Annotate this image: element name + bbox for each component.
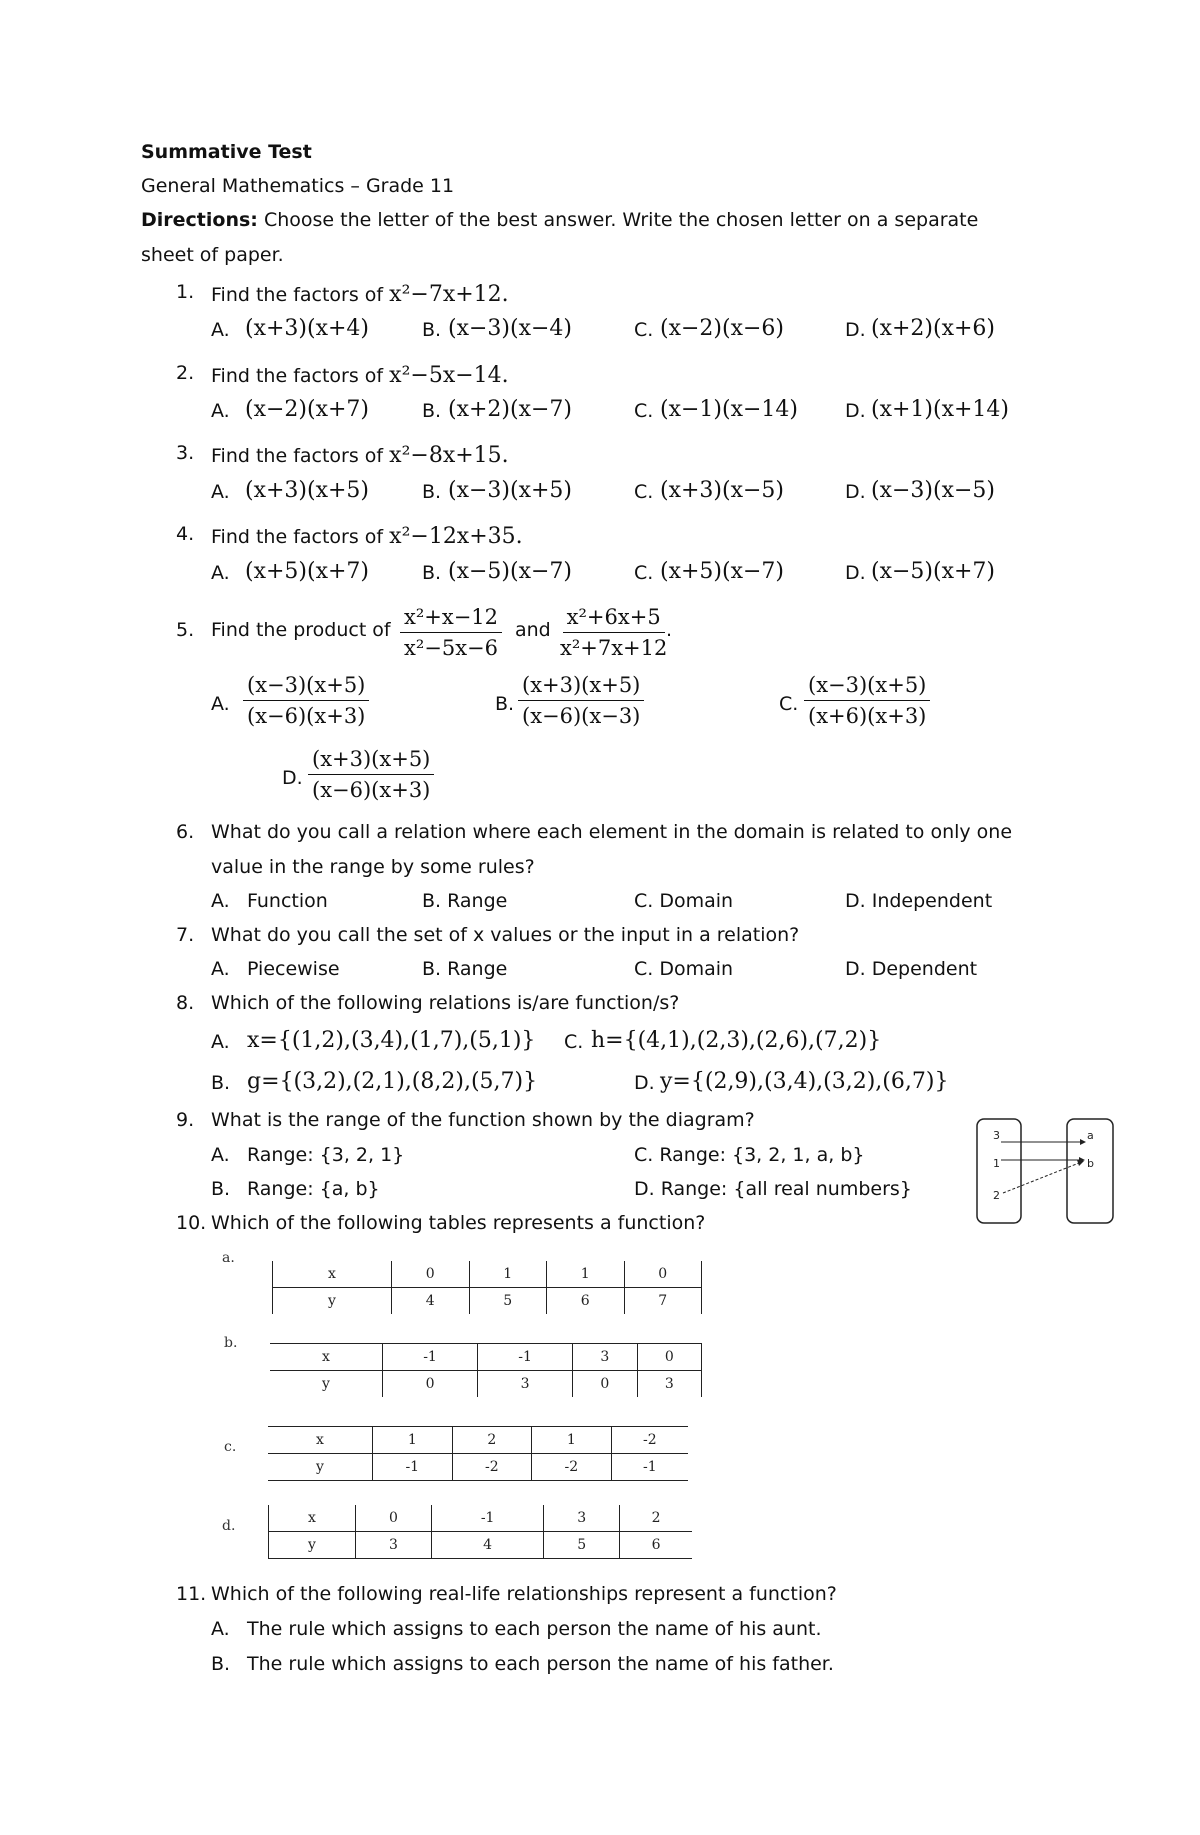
q5-option-c-label: C. (779, 693, 799, 715)
table-cell: y (273, 1288, 392, 1315)
q10-question: Which of the following tables represents a function? (211, 1212, 706, 1234)
q4-option-b-label: B. (422, 562, 442, 584)
q11-option-a-label: A. (211, 1618, 230, 1640)
table-row (269, 1505, 693, 1532)
table-row (268, 1454, 688, 1481)
q3-option-c: (x+3)(x−5) (660, 478, 785, 503)
range-value-a: a (1087, 1129, 1094, 1142)
q2-option-a-label: A. (211, 400, 230, 422)
arrow-2-to-b-head (1077, 1160, 1084, 1166)
q11-number: 11. (176, 1583, 207, 1605)
q5-option-a-numerator: (x−3)(x+5) (243, 672, 369, 701)
table-cell: 3 (573, 1344, 637, 1371)
q4-option-d: (x−5)(x+7) (871, 559, 996, 584)
table-cell: 6 (651, 1537, 661, 1553)
q5-option-c (804, 672, 930, 730)
q1-option-a-label: A. (211, 319, 230, 341)
q5-option-c-numerator: (x−3)(x+5) (804, 672, 930, 701)
page-title: Summative Test (141, 141, 312, 163)
q9-option-b-label: B. (211, 1178, 231, 1200)
q4-option-a-label: A. (211, 562, 230, 584)
q5-option-d-denominator: (x−6)(x+3) (312, 778, 431, 803)
q1-option-d: (x+2)(x+6) (871, 316, 996, 341)
table-c-label: c. (224, 1439, 237, 1455)
q7-option-a-label: A. (211, 958, 230, 980)
q3-number: 3. (176, 442, 195, 464)
table-cell: 0 (658, 1266, 668, 1282)
q8-option-a-label: A. (211, 1031, 230, 1053)
table-cell: 0 (392, 1261, 470, 1288)
q5-option-d-label: D. (282, 767, 303, 789)
q5-number: 5. (176, 619, 195, 641)
q9-option-d: D. Range: {all real numbers} (634, 1178, 912, 1200)
table-row (270, 1371, 702, 1398)
q6-option-c: C. Domain (634, 890, 734, 912)
q9-number: 9. (176, 1109, 195, 1131)
q5-option-b-label: B. (495, 693, 515, 715)
q3-option-a: (x+3)(x+5) (245, 478, 370, 503)
q7-option-a: Piecewise (247, 958, 340, 980)
directions-line (141, 210, 978, 232)
table-cell: x (273, 1261, 392, 1288)
q1-option-b-label: B. (422, 319, 442, 341)
table-cell: 4 (392, 1288, 470, 1315)
table-cell: 5 (544, 1532, 620, 1559)
q4-option-c: (x+5)(x−7) (660, 559, 785, 584)
table-row (268, 1427, 688, 1454)
q4-prompt-text: Find the factors of (211, 526, 384, 548)
q7-option-c: C. Domain (634, 958, 734, 980)
directions-text-cont: sheet of paper. (141, 244, 284, 266)
q9-option-c: C. Range: {3, 2, 1, a, b} (634, 1144, 865, 1166)
q9-option-a-label: A. (211, 1144, 230, 1166)
q7-option-d: D. Dependent (845, 958, 978, 980)
table-b-label: b. (224, 1335, 238, 1351)
q11-option-b: The rule which assigns to each person the name of his father. (247, 1653, 834, 1675)
q5-option-a-denominator: (x−6)(x+3) (247, 704, 366, 729)
q5-option-a-label: A. (211, 693, 230, 715)
q4-option-c-label: C. (634, 562, 654, 584)
table-a-label: a. (222, 1250, 235, 1266)
q2-option-c: (x−1)(x−14) (660, 397, 799, 422)
q2-option-b-label: B. (422, 400, 442, 422)
table-cell: -1 (643, 1459, 657, 1475)
q2-option-b: (x+2)(x−7) (448, 397, 573, 422)
q4-number: 4. (176, 523, 195, 545)
table-cell: 2 (452, 1427, 532, 1454)
q1-option-a: (x+3)(x+4) (245, 316, 370, 341)
arrow-3-to-a-head (1080, 1139, 1086, 1145)
table-cell: x (270, 1344, 383, 1371)
q5-option-d (308, 746, 434, 804)
q11-option-b-label: B. (211, 1653, 231, 1675)
q8-option-c-label: C. (564, 1031, 584, 1053)
q7-option-b: B. Range (422, 958, 508, 980)
table-a (272, 1261, 702, 1314)
domain-value-1: 1 (993, 1157, 1000, 1170)
table-cell: x (268, 1427, 373, 1454)
table-cell: 4 (432, 1532, 544, 1559)
table-b (270, 1343, 702, 1397)
table-cell: 0 (383, 1371, 478, 1398)
table-cell: -2 (643, 1432, 657, 1448)
q5-period: . (666, 619, 673, 641)
q3-option-b-label: B. (422, 481, 442, 503)
q5-option-b-denominator: (x−6)(x−3) (522, 704, 641, 729)
q1-option-c-label: C. (634, 319, 654, 341)
table-cell: y (270, 1371, 383, 1398)
q5-option-b (518, 672, 644, 730)
q11-option-a: The rule which assigns to each person the name of his aunt. (247, 1618, 822, 1640)
q2-option-a: (x−2)(x+7) (245, 397, 370, 422)
q6-option-d: D. Independent (845, 890, 993, 912)
q8-option-d-label: D. (634, 1072, 655, 1094)
table-cell: y (269, 1532, 356, 1559)
q2-option-c-label: C. (634, 400, 654, 422)
q4-prompt (211, 524, 523, 549)
table-cell: -1 (478, 1344, 573, 1371)
q8-option-d: y={(2,9),(3,4),(3,2),(6,7)} (660, 1069, 949, 1094)
table-cell: -2 (532, 1454, 612, 1481)
table-cell: 0 (356, 1505, 432, 1532)
table-row (270, 1344, 702, 1371)
q5-option-b-numerator: (x+3)(x+5) (518, 672, 644, 701)
q3-prompt-text: Find the factors of (211, 445, 384, 467)
q1-expression: x²−7x+12. (389, 282, 509, 307)
q9-mapping-diagram (975, 1117, 1115, 1227)
q3-expression: x²−8x+15. (389, 443, 509, 468)
table-c (268, 1426, 688, 1481)
table-cell: 2 (651, 1510, 661, 1526)
q5-fraction-2-numerator: x²+6x+5 (563, 604, 665, 633)
table-cell: -1 (432, 1505, 544, 1532)
q5-prompt: Find the product of (211, 619, 391, 641)
q3-option-a-label: A. (211, 481, 230, 503)
q8-option-c: h={(4,1),(2,3),(2,6),(7,2)} (591, 1028, 882, 1053)
table-cell: x (269, 1505, 356, 1532)
q2-option-d: (x+1)(x+14) (871, 397, 1010, 422)
table-row (273, 1261, 702, 1288)
domain-value-3: 3 (993, 1129, 1000, 1142)
table-d (268, 1505, 692, 1559)
q8-question: Which of the following relations is/are function/s? (211, 992, 680, 1014)
table-cell: 1 (547, 1261, 625, 1288)
table-cell: 3 (478, 1371, 573, 1398)
q3-prompt (211, 443, 509, 468)
table-cell: 3 (544, 1505, 620, 1532)
table-cell: -1 (373, 1454, 453, 1481)
q1-number: 1. (176, 281, 195, 303)
q2-expression: x²−5x−14. (389, 363, 509, 388)
q1-option-d-label: D. (845, 319, 866, 341)
table-cell: 0 (664, 1349, 674, 1365)
table-cell: 1 (532, 1427, 612, 1454)
table-row (273, 1288, 702, 1315)
q6-number: 6. (176, 821, 195, 843)
table-cell: 1 (469, 1261, 547, 1288)
table-cell: 3 (356, 1532, 432, 1559)
table-cell: 6 (547, 1288, 625, 1315)
table-cell: 0 (573, 1371, 637, 1398)
q6-option-a: Function (247, 890, 328, 912)
q5-fraction-1-denominator: x²−5x−6 (404, 636, 499, 661)
q3-option-d-label: D. (845, 481, 866, 503)
q5-fraction-1-numerator: x²+x−12 (400, 604, 502, 633)
range-value-b: b (1087, 1157, 1094, 1170)
table-row (269, 1532, 693, 1559)
directions-label: Directions: (141, 209, 258, 231)
q3-option-c-label: C. (634, 481, 654, 503)
table-cell: 3 (664, 1376, 674, 1392)
q5-fraction-2-denominator: x²+7x+12 (560, 636, 668, 661)
q9-question: What is the range of the function shown by the diagram? (211, 1109, 755, 1131)
q7-question: What do you call the set of x values or the input in a relation? (211, 924, 800, 946)
q1-option-b: (x−3)(x−4) (448, 316, 573, 341)
q2-prompt-text: Find the factors of (211, 365, 384, 387)
q3-option-d: (x−3)(x−5) (871, 478, 996, 503)
table-cell: y (268, 1454, 373, 1481)
q8-option-a: x={(1,2),(3,4),(1,7),(5,1)} (247, 1028, 536, 1053)
q3-option-b: (x−3)(x+5) (448, 478, 573, 503)
q1-prompt (211, 282, 509, 307)
table-d-label: d. (222, 1518, 236, 1534)
q9-option-b: Range: {a, b} (247, 1178, 380, 1200)
q5-option-c-denominator: (x+6)(x+3) (808, 704, 927, 729)
q5-option-a (243, 672, 369, 730)
page-subtitle: General Mathematics – Grade 11 (141, 175, 455, 197)
table-cell: 7 (658, 1293, 668, 1309)
q8-option-b-label: B. (211, 1072, 231, 1094)
q2-number: 2. (176, 362, 195, 384)
q8-option-b: g={(3,2),(2,1),(8,2),(5,7)} (247, 1069, 538, 1094)
q8-number: 8. (176, 992, 195, 1014)
q4-option-a: (x+5)(x+7) (245, 559, 370, 584)
q5-fraction-2 (556, 604, 671, 662)
table-cell: -1 (383, 1344, 478, 1371)
q2-prompt (211, 363, 509, 388)
table-cell: 5 (469, 1288, 547, 1315)
q5-and: and (515, 619, 551, 641)
q11-question: Which of the following real-life relationships represent a function? (211, 1583, 837, 1605)
q6-option-a-label: A. (211, 890, 230, 912)
q7-number: 7. (176, 924, 195, 946)
table-cell: 1 (373, 1427, 453, 1454)
directions-text: Choose the letter of the best answer. Write the chosen letter on a separate (263, 209, 979, 231)
q10-number: 10. (176, 1212, 207, 1234)
q6-option-b: B. Range (422, 890, 508, 912)
q9-option-a: Range: {3, 2, 1} (247, 1144, 405, 1166)
q6-question-cont: value in the range by some rules? (211, 856, 535, 878)
q2-option-d-label: D. (845, 400, 866, 422)
q4-option-b: (x−5)(x−7) (448, 559, 573, 584)
domain-value-2: 2 (993, 1189, 1000, 1202)
q5-fraction-1 (400, 604, 502, 662)
q4-option-d-label: D. (845, 562, 866, 584)
q1-prompt-text: Find the factors of (211, 284, 384, 306)
table-cell: -2 (452, 1454, 532, 1481)
q6-question: What do you call a relation where each element in the domain is related to only one (211, 821, 1013, 843)
q1-option-c: (x−2)(x−6) (660, 316, 785, 341)
q5-option-d-numerator: (x+3)(x+5) (308, 746, 434, 775)
q4-expression: x²−12x+35. (389, 524, 523, 549)
